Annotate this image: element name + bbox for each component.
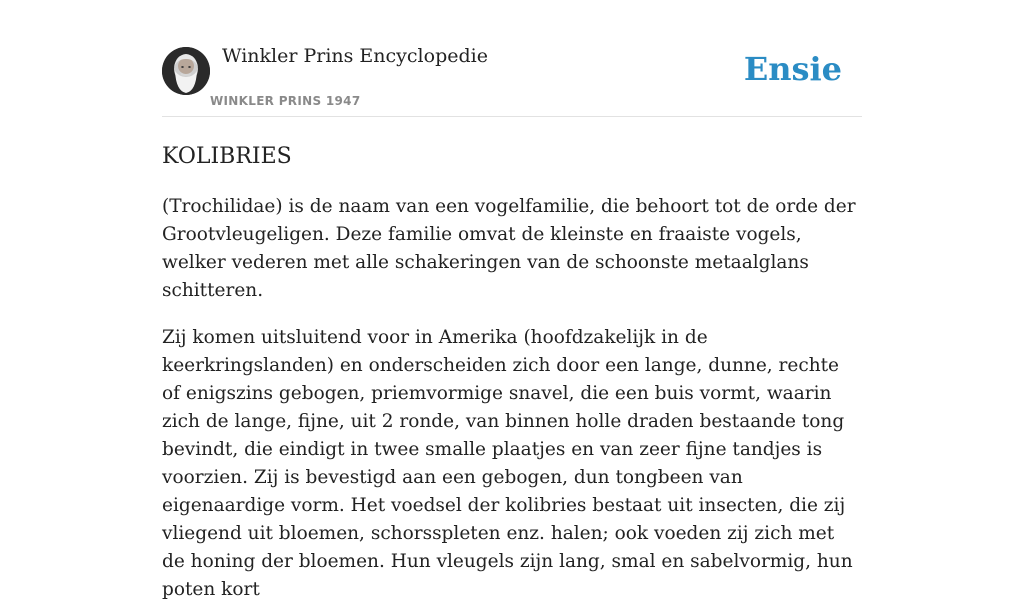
article-paragraph: Zij komen uitsluitend voor in Amerika (hoofdzakelijk in de keerkringslanden) en onderscheiden zich door een lange, dunne, rechte of enigszins gebogen, priemvormige snavel, die een buis vormt, waarin zich de lange, fijne, uit 2 ronde, van binnen holle draden bestaande tong bevindt, die eindigt in twee smalle plaatjes en van zeer fijne tandjes is voorzien. Zij is bevestigd aan een gebogen, dun tongbeen van eigenaardige vorm. Het voedsel der kolibries bestaat uit insecten, die zij vliegend uit bloemen, schorsspleten enz. halen; ook voeden zij zich met de honing der bloemen. Hun vleugels zijn lang, smal en sabelvormig, hun poten kort — [162, 327, 853, 600]
header — [162, 0, 862, 117]
bearded-man-portrait-icon — [162, 47, 210, 95]
article-paragraph: (Trochilidae) is de naam van een vogelfamilie, die behoort tot de orde der Grootvleugeligen. Deze familie omvat de kleinste en fraaiste vogels, welker vederen met alle schakeringen van de schoonste metaalglans schitteren. — [162, 196, 856, 301]
avatar[interactable] — [162, 47, 210, 95]
publication-title[interactable]: Winkler Prins Encyclopedie — [222, 45, 488, 67]
page — [162, 0, 862, 604]
publication-subtitle: WINKLER PRINS 1947 — [210, 94, 361, 108]
ensie-logo-link[interactable]: Ensie — [743, 50, 842, 88]
article-title: KOLIBRIES — [162, 144, 292, 169]
